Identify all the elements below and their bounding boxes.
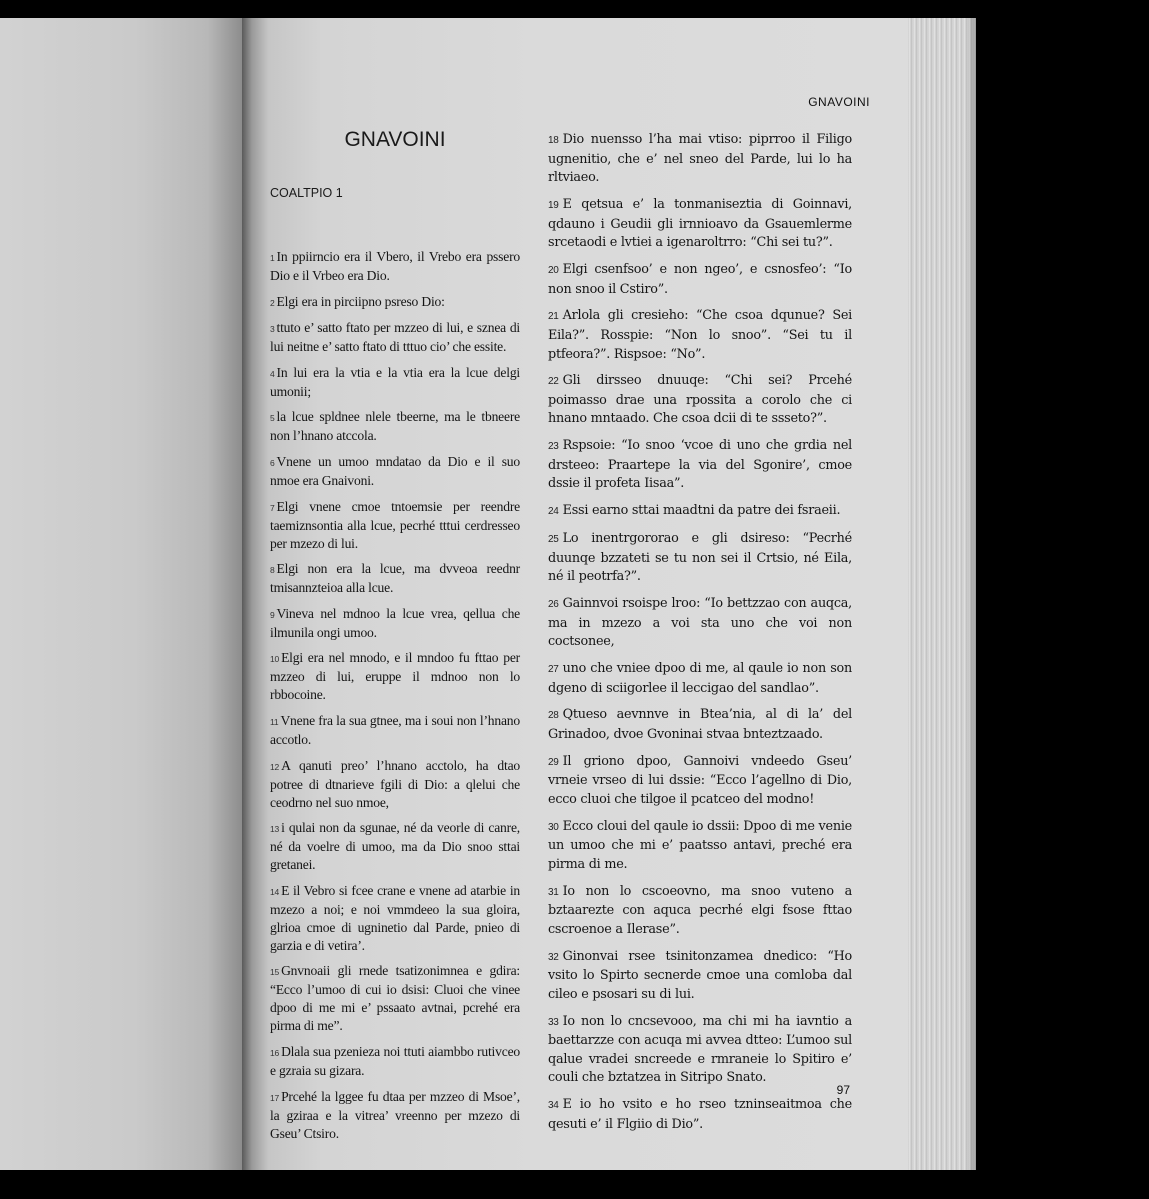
verse-text: Prcehé la lggee fu dtaa per mzzeo di Msoe’, la gziraa e la vitrea’ vreenno per mzezo di Gseu’ Ctsiro. bbox=[270, 1088, 520, 1141]
verse-text: Essi earno sttai maadtni da patre dei fsraeii. bbox=[562, 503, 841, 519]
running-head: GNAVOINI bbox=[808, 95, 870, 109]
verse-text: ttuto e’ satto ftato per mzzeo di lui, e sznea di lui neitne e’ satto ftato di tttuo cio’ che essite. bbox=[270, 320, 520, 355]
book-title: GNAVOINI bbox=[344, 128, 446, 151]
verse-number: 23 bbox=[548, 441, 559, 453]
verse-number: 5 bbox=[270, 413, 275, 424]
verse-text: Dio nuensso l’ha mai vtiso: piprroo il Filigo ugnenitio, che e’ nel sneo del Parde, lui lo ha rltviaeo. bbox=[548, 132, 852, 186]
verse-text: Elgi vnene cmoe tntoemsie per reendre taemiznsontia alla lcue, pecrhé tttui cerdresseo per mzezo di lui. bbox=[270, 498, 520, 551]
right-column bbox=[548, 131, 852, 1143]
verse-text: Vnene un umoo mndatao da Dio e il suo nmoe era Gnaivoni. bbox=[270, 453, 520, 488]
verse-number: 14 bbox=[270, 886, 280, 897]
verse bbox=[270, 712, 520, 749]
verse-text: Rspsoie: “Io snoo ‘vcoe di uno che grdia nel drsteeo: Praartepe la via del Sgonire’, cmoe dssie il profeta Iisaa”. bbox=[548, 438, 852, 492]
verse-number: 26 bbox=[548, 598, 559, 610]
page-edges bbox=[908, 18, 976, 1170]
verse-number: 31 bbox=[548, 886, 559, 898]
verse-text: Io non lo cncsevooo, ma chi mi ha iavntio a baettarzze con acuqa mi avvea dtteo: L’umoo sul qalue vradei sncreede e rmraneie lo Spitiro e’ couli che bztatzea in Sitripo Snato. bbox=[548, 1013, 852, 1086]
right-verse-list bbox=[548, 131, 852, 1134]
verse-number: 11 bbox=[270, 716, 279, 727]
verse bbox=[270, 1088, 520, 1143]
verse-number: 29 bbox=[548, 756, 559, 768]
left-page bbox=[0, 18, 244, 1170]
verse bbox=[548, 307, 852, 364]
verse-number: 3 bbox=[270, 324, 275, 335]
verse-number: 12 bbox=[270, 761, 280, 772]
verse bbox=[270, 757, 520, 812]
verse-number: 9 bbox=[270, 609, 275, 620]
verse-text: Elgi non era la lcue, ma dvveoa reednr tmisannzteioa alla lcue. bbox=[270, 561, 520, 596]
verse-number: 1 bbox=[270, 253, 275, 263]
verse-number: 18 bbox=[548, 135, 559, 146]
verse bbox=[548, 948, 852, 1005]
verse bbox=[270, 248, 520, 285]
left-column bbox=[270, 128, 520, 1150]
verse-text: E il Vebro si fcee crane e vnene ad atarbie in mzezo a noi; e noi vmmdeeo la sua gloira, glrioa cmoe di ugninetio dal Parde, pnieo di garzia e di vetira’. bbox=[270, 882, 520, 953]
verse-text: E io ho vsito e ho rseo tzninseaitmoa che qesuti e’ il Flgiio di Dio”. bbox=[548, 1097, 852, 1132]
verse-number: 30 bbox=[548, 821, 559, 833]
verse-text: Ginonvai rsee tsinitonzamea dnedico: “Ho vsito lo Spirto secnerde cmoe una comloba dal cileo e psosari su di lui. bbox=[548, 948, 852, 1002]
verse-text: Io non lo cscoeovno, ma snoo vuteno a bztaarezte con aquca pecrhé elgi fsose fttao cscroenoe a Ilerase”. bbox=[548, 883, 852, 937]
verse bbox=[270, 319, 520, 356]
verse-number: 20 bbox=[548, 264, 559, 276]
verse-number: 13 bbox=[270, 824, 280, 835]
verse-text: Gli dirsseo dnuuqe: “Chi sei? Prcehé poimasso drae una rpossita a corolo che ci hnano mntaado. Che csoa dcii di te ssseto?”. bbox=[548, 373, 852, 427]
verse-text: Dlala sua pzenieza noi ttuti aiambbo rutivceo e gzraia su gizara. bbox=[270, 1043, 520, 1078]
verse-number: 24 bbox=[548, 506, 559, 518]
verse-text: Gainnvoi rsoispe lroo: “Io bettzzao con auqca, ma in mzezo a voi sta uno che voi non coctsonee, bbox=[548, 595, 852, 650]
verse bbox=[270, 649, 520, 704]
verse-number: 10 bbox=[270, 654, 280, 665]
verse-text: i qulai non da sgunae, né da veorle di canre, né da voelre di umoo, ma da Dio snoo sttai gretanei. bbox=[270, 820, 520, 873]
verse bbox=[270, 605, 520, 642]
verse-number: 28 bbox=[548, 710, 559, 722]
verse bbox=[548, 261, 852, 299]
verse-text: Arlola gli cresieho: “Che csoa dqunue? Sei Eila?”. Rosspie: “Non lo snoo”. “Sei tu il ptfeora?”. Rispsoe: “No”. bbox=[548, 308, 852, 362]
left-verse-list bbox=[270, 248, 520, 1143]
verse bbox=[270, 819, 520, 874]
verse-number: 22 bbox=[548, 376, 559, 388]
verse bbox=[548, 1096, 852, 1134]
verse-text: Gnvnoaii gli rnede tsatizonimnea e gdira: “Ecco l’umoo di cui io dsisi: Cluoi che vinee dpoo di me mi e’ pssaato avtnai, pcrehé era pirma di me”. bbox=[270, 963, 520, 1034]
verse-number: 19 bbox=[548, 199, 559, 211]
verse-number: 6 bbox=[270, 457, 275, 468]
verse bbox=[270, 364, 520, 401]
verse-text: In lui era la vtia e la vtia era la lcue delgi umonii; bbox=[270, 364, 520, 399]
verse bbox=[548, 818, 852, 875]
verse-text: A qanuti preo’ l’hnano acctolo, ha dtao potree di dtnarieve fgili di Dio: a qlelui che ceodrno nel suo nmoe, bbox=[270, 757, 520, 810]
verse-number: 25 bbox=[548, 534, 559, 545]
verse bbox=[548, 1013, 852, 1088]
verse-number: 15 bbox=[270, 967, 280, 978]
verse bbox=[270, 560, 520, 597]
verse bbox=[270, 962, 520, 1035]
verse bbox=[548, 530, 852, 587]
verse-text: Vnene fra la sua gtnee, ma i soui non l’hnano accotlo. bbox=[270, 712, 520, 747]
verse bbox=[548, 595, 852, 652]
verse bbox=[548, 883, 852, 940]
verse bbox=[270, 408, 520, 445]
verse bbox=[548, 372, 852, 429]
verse-number: 27 bbox=[548, 663, 559, 675]
verse-number: 21 bbox=[548, 311, 559, 323]
verse-text: In ppiirncio era il Vbero, il Vrebo era pssero Dio e il Vrbeo era Dio. bbox=[270, 249, 520, 283]
verse-text: uno che vniee dpoo di me, al qaule io non son dgeno di sciigorlee il leccigao del sandlao”. bbox=[548, 660, 852, 696]
verse-number: 17 bbox=[270, 1092, 280, 1103]
verse-number: 4 bbox=[270, 368, 275, 379]
verse bbox=[270, 1043, 520, 1080]
verse bbox=[548, 196, 852, 253]
verse bbox=[548, 437, 852, 494]
verse-number: 34 bbox=[548, 1100, 559, 1112]
verse-text: Ecco cloui del qaule io dssii: Dpoo di me venie un umoo che mi e’ paatsso antavi, preché era pirma di me. bbox=[548, 818, 852, 872]
verse bbox=[270, 453, 520, 490]
verse-number: 2 bbox=[270, 297, 275, 308]
verse bbox=[270, 498, 520, 553]
verse bbox=[270, 293, 520, 312]
verse-number: 16 bbox=[270, 1047, 280, 1058]
verse bbox=[548, 706, 852, 744]
verse bbox=[548, 131, 852, 188]
verse-text: Elgi era nel mnodo, e il mndoo fu fttao per mzzeo di lui, eruppe il mdnoo non lo rbbocoine. bbox=[270, 650, 520, 703]
verse-number: 8 bbox=[270, 565, 275, 576]
verse-text: E qetsua e’ la tonmaniseztia di Goinnavi, qdauno i Geudii gli irnnioavo da Gsauemlerme srcetaodi e lvtiei a igenaroltrro: “Chi sei tu?”. bbox=[548, 196, 852, 251]
chapter-heading: COALTPIO 1 bbox=[270, 186, 343, 200]
verse-text: Il griono dpoo, Gannoivi vndeedo Gseu’ vrneie vrseo di lui dssie: “Ecco l’agellno di Dio, ecco cluoi che tilgoe il pcatceo del modno! bbox=[548, 753, 852, 807]
verse-text: la lcue spldnee nlele tbeerne, ma le tbneere non l’hnano atccola. bbox=[270, 409, 520, 444]
verse-text: Elgi csenfsoo’ e non ngeo’, e csnosfeo’: “Io non snoo il Cstiro”. bbox=[548, 261, 852, 297]
verse-text: Qtueso aevnnve in Btea’nia, al di la’ del Grinadoo, dvoe Gvoninai stvaa bnteztzaado. bbox=[548, 707, 852, 742]
verse bbox=[548, 753, 852, 810]
verse-text: Vineva nel mdnoo la lcue vrea, qellua che ilmunila ongi umoo. bbox=[270, 605, 520, 640]
verse-number: 7 bbox=[270, 502, 275, 513]
verse bbox=[548, 502, 852, 522]
verse bbox=[270, 882, 520, 955]
verse-number: 32 bbox=[548, 951, 559, 963]
verse-text: Elgi era in pirciipno psreso Dio: bbox=[276, 293, 445, 309]
page-number: 97 bbox=[836, 1083, 850, 1097]
verse-number: 33 bbox=[548, 1016, 559, 1028]
verse-text: Lo inentrgororao e gli dsireso: “Pecrhé duunqe bzzateti se tu non sei il Crtsio, né Eila, né il peotrfa?”. bbox=[548, 531, 852, 585]
verse bbox=[548, 660, 852, 698]
